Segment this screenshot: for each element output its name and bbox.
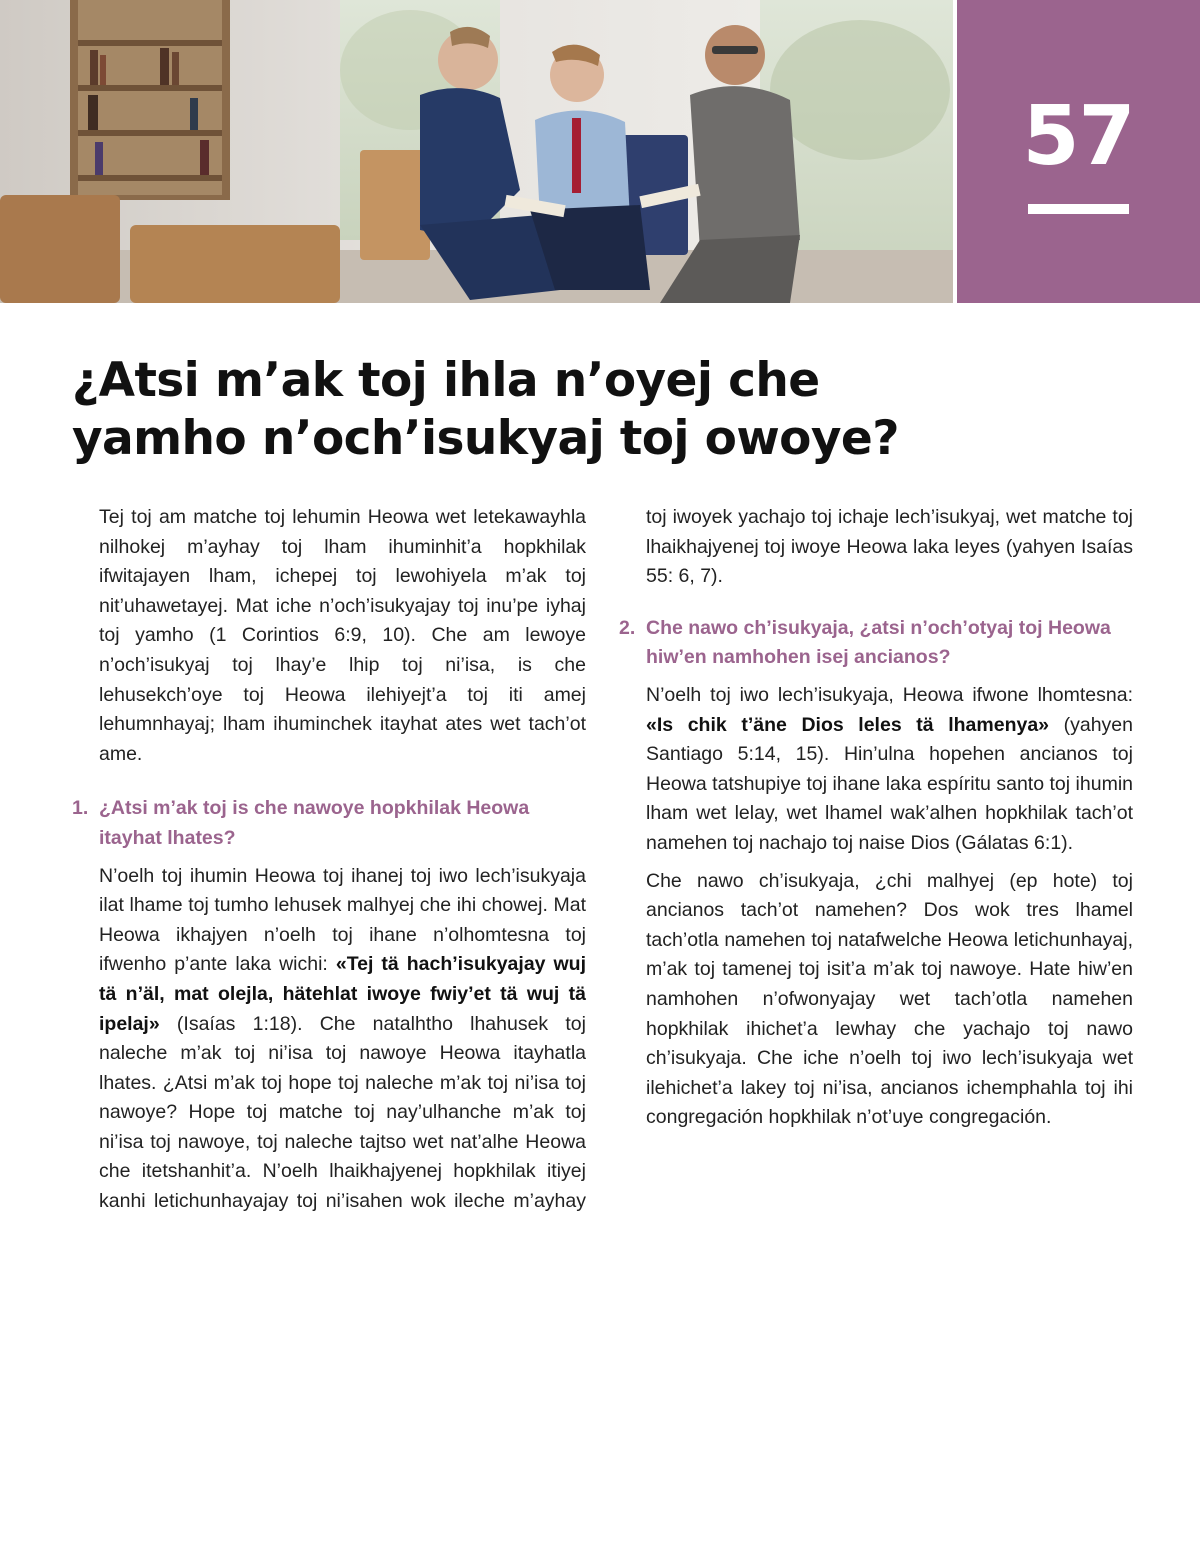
intro-paragraph: Tej toj am matche toj lehumin Heowa wet letekawayhla nilhokej m’ayhay toj lham ihuminhit’a hopkhilak ifwitajayen lham, ichepej toj lewohiyela m’ak toj nit’uhawetayej. Mat iche n’och’isukyajay toj inu’pe iyhaj toj yamho (1 Corintios 6:9, 10). Che am lewoye n’och’isukyaj toj lhay’e lhip toj ni’isa, is che lehusekch’oye toj Heowa ilehiyejt’a toj iti amej lehumnhayaj; lham ihuminchek itayhat ates wet tach’ot ame.: [99, 506, 586, 765]
section-1-text-a: N’oelh toj ihumin Heowa toj ihanej toj iwo lech’isukyaja ilat lhame toj tumho lehusek malhyej che ihi chowej. Mat Heowa ikhajyen n’oelh toj ihane n’olhomtesna toj ifwenho p’ante laka wichi:: [99, 864, 586, 976]
page-title-line-2: yamho n’och’isukyaj toj owoye?: [72, 411, 899, 466]
lesson-number-underline: [1028, 204, 1129, 214]
page-title: [72, 352, 1132, 468]
right-column: [619, 503, 1133, 1133]
counseling-scene-illustration: [0, 0, 953, 303]
lesson-number-panel: [957, 0, 1200, 303]
section-2-scripture-quote: «Is chik t’äne Dios leles tä lhamenya»: [646, 713, 1050, 736]
section-2-paragraph-1: [646, 681, 1133, 859]
section-2-text-b: (yahyen Santiago 5:14, 15). Hin’ulna hopehen ancianos toj Heowa tatshupiye toj ihane laka espíritu santo toj ihumin lham wet lelay, wet lhamel wak’alhen hopkhilak tach’ot namehen toj nachajo toj naise Dios (Gálatas 6:1).: [646, 713, 1133, 854]
section-1-heading: [72, 794, 586, 853]
lesson-number: 57: [1022, 89, 1135, 184]
page-title-line-1: ¿Atsi m’ak toj ihla n’oyej che: [72, 353, 820, 408]
section-1-scripture-quote: «Tej tä hach’isukyajay wuj tä n’äl, mat olejla, hätehlat iwoye fwiy’et tä wuj tä ipelaj»: [99, 953, 586, 1035]
section-2-question: Che nawo ch’isukyaja, ¿atsi n’och’otyaj toj Heowa hiw’en namhohen isej ancianos?: [646, 616, 1111, 669]
section-1-paragraph-continued: toj iwoyek yachajo toj ichaje lech’isukyaj, wet matche toj lhaikhajyenej toj iwoye Heowa laka leyes (yahyen Isaías 55: 6, 7).: [646, 506, 1133, 588]
section-1-number: 1.: [72, 797, 89, 820]
section-2-paragraph-2: Che nawo ch’isukyaja, ¿chi malhyej (ep hote) toj ancianos tach’ot namehen? Dos wok tres lhamel tach’otla namehen toj natafwelche Heowa letichunhayaj, m’ak toj tamenej toj isit’a m’ak toj nawoye. Hate hiw’en namhohen n’ofwonyajay wet tach’otla namehen hopkhilak ihichet’a lewhay che yachajo toj nawo ch’isukyaja. Che iche n’oelh toj iwo lech’isukyaja wet ilehichet’a lakey toj ni’isa, ancianos ichemphahla toj ihi congregación hopkhilak n’ot’uye congregación.: [646, 869, 1133, 1129]
section-1-text-b: (Isaías 1:18). Che natalhtho lhahusek toj naleche m’ak toj ni’isa toj nawoye Heowa itayhatla lhates. ¿Atsi m’ak toj hope toj naleche m’ak toj ni’isa toj nawoye? Hope toj matche toj nay’ulhanche m’ak toj ni’isa toj nawoye, toj naleche tajtso wet nat’alhe Heowa che itetshanhit’a. N’oelh lhaikhajyenej hopkhilak itiyej kanhi letichunhayajay toj ni’isahen wok ileche m’ayhay: [99, 1012, 586, 1213]
section-1-question: ¿Atsi m’ak toj is che nawoye hopkhilak Heowa itayhat lhates?: [99, 797, 530, 849]
header-photo: [0, 0, 953, 303]
section-2-text-a: N’oelh toj iwo lech’isukyaja, Heowa ifwone lhomtesna:: [646, 683, 1133, 706]
section-2-heading: [619, 614, 1133, 673]
section-1-paragraph: [99, 862, 586, 1217]
left-column: [72, 503, 586, 1217]
section-2-number: 2.: [619, 616, 636, 639]
